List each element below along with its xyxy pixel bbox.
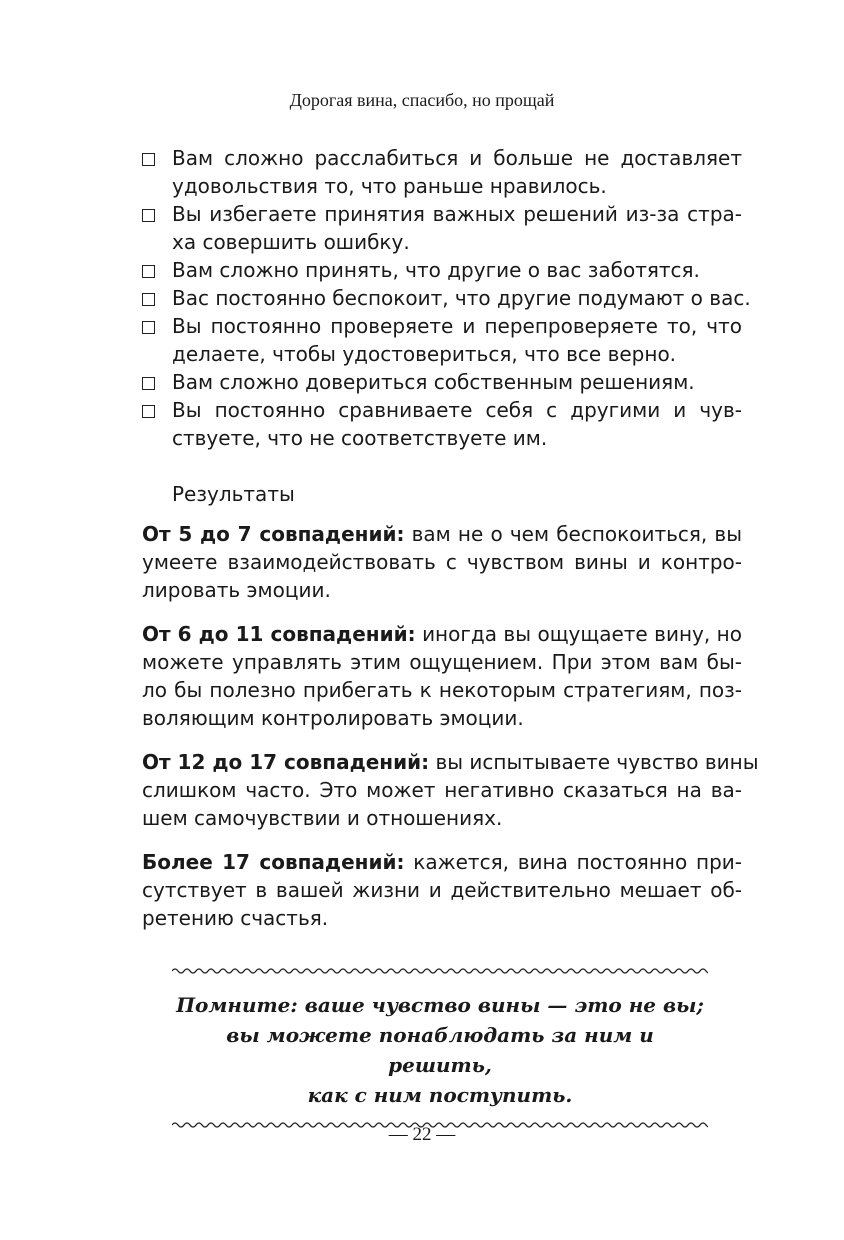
- text-line: [142, 848, 742, 876]
- text-line: Вы постоянно проверяете и перепроверяете то, что: [172, 314, 742, 338]
- text-line: Вам сложно принять, что другие о вас заботятся.: [172, 258, 700, 282]
- checklist-item: [142, 284, 751, 312]
- text-fragment: вам не о чем беспокоиться, вы: [404, 522, 743, 546]
- text-fragment: кажется, вина постоянно при-: [404, 850, 742, 874]
- text-fragment: сутствует в вашей жизни и действительно мешает об-: [142, 878, 742, 902]
- text-fragment: умеете взаимодействовать с чувством вины и контро-: [142, 550, 742, 574]
- page-number: — 22 —: [388, 1124, 456, 1145]
- text-fragment: шем самочувствии и отношениях.: [142, 806, 503, 830]
- text-line: [142, 776, 742, 804]
- text-line: [142, 804, 742, 832]
- text-fragment: ло бы полезно прибегать к некоторым стратегиям, поз-: [142, 678, 742, 702]
- results-section: [142, 480, 759, 948]
- text-line: [142, 648, 742, 676]
- checklist-item: [142, 144, 742, 200]
- text-fragment: слишком часто. Это может негативно сказаться на ва-: [142, 778, 742, 802]
- text-line: [142, 904, 742, 932]
- result-paragraph: [142, 848, 742, 932]
- wavy-divider-top: [172, 966, 708, 976]
- text-line: Вам сложно довериться собственным решениям.: [172, 370, 695, 394]
- result-range-label: От 12 до 17 совпадений:: [142, 750, 430, 774]
- checklist-item: [142, 200, 742, 256]
- text-line: ствуете, что не соответствуете им.: [172, 426, 548, 450]
- text-line: [142, 748, 759, 776]
- checkbox-icon: [142, 405, 155, 418]
- text-fragment: ретению счастья.: [142, 906, 329, 930]
- text-fragment: иногда вы ощущаете вину, но: [415, 622, 742, 646]
- checkbox-icon: [142, 153, 155, 166]
- checklist-item: [142, 396, 742, 452]
- quote-box: [172, 966, 708, 1130]
- quote-line: вы можете понаблюдать за ним и решить,: [226, 1023, 654, 1077]
- checklist: [142, 144, 751, 452]
- text-line: Вам сложно расслабиться и больше не доставляет: [172, 146, 742, 170]
- text-line: [142, 576, 742, 604]
- text-fragment: воляющим контролировать эмоции.: [142, 706, 524, 730]
- text-line: [142, 704, 742, 732]
- checkbox-icon: [142, 265, 155, 278]
- text-line: [142, 548, 742, 576]
- result-paragraph: [142, 620, 742, 732]
- text-line: [142, 876, 742, 904]
- checklist-item: [142, 368, 742, 396]
- quote-text: [172, 990, 708, 1110]
- text-line: [142, 676, 742, 704]
- result-paragraph: [142, 520, 742, 604]
- text-line: делаете, чтобы удостовериться, что все верно.: [172, 342, 677, 366]
- checklist-item: [142, 256, 742, 284]
- text-fragment: вы испытываете чувство вины: [429, 750, 759, 774]
- text-line: [142, 520, 742, 548]
- text-fragment: лировать эмоции.: [142, 578, 331, 602]
- checkbox-icon: [142, 321, 155, 334]
- checkbox-icon: [142, 377, 155, 390]
- result-range-label: От 6 до 11 совпадений:: [142, 622, 416, 646]
- quote-line: как с ним поступить.: [307, 1083, 573, 1107]
- quote-line: Помните: ваше чувство вины — это не вы;: [176, 993, 704, 1017]
- text-line: [142, 620, 742, 648]
- text-fragment: можете управлять этим ощущением. При этом вам бы-: [142, 650, 742, 674]
- running-header: Дорогая вина, спасибо, но прощай: [289, 90, 555, 110]
- checkbox-icon: [142, 293, 155, 306]
- text-line: ха совершить ошибку.: [172, 230, 410, 254]
- text-line: Вы постоянно сравниваете себя с другими и чув-: [172, 398, 742, 422]
- text-line: Вы избегаете принятия важных решений из-за стра-: [172, 202, 742, 226]
- result-range-label: Более 17 совпадений:: [142, 850, 405, 874]
- text-line: Вас постоянно беспокоит, что другие подумают о вас.: [172, 286, 751, 310]
- text-line: удовольствия то, что раньше нравилось.: [172, 174, 607, 198]
- result-paragraph: [142, 748, 759, 832]
- results-heading: Результаты: [172, 482, 295, 506]
- result-range-label: От 5 до 7 совпадений:: [142, 522, 405, 546]
- checklist-item: [142, 312, 742, 368]
- checkbox-icon: [142, 209, 155, 222]
